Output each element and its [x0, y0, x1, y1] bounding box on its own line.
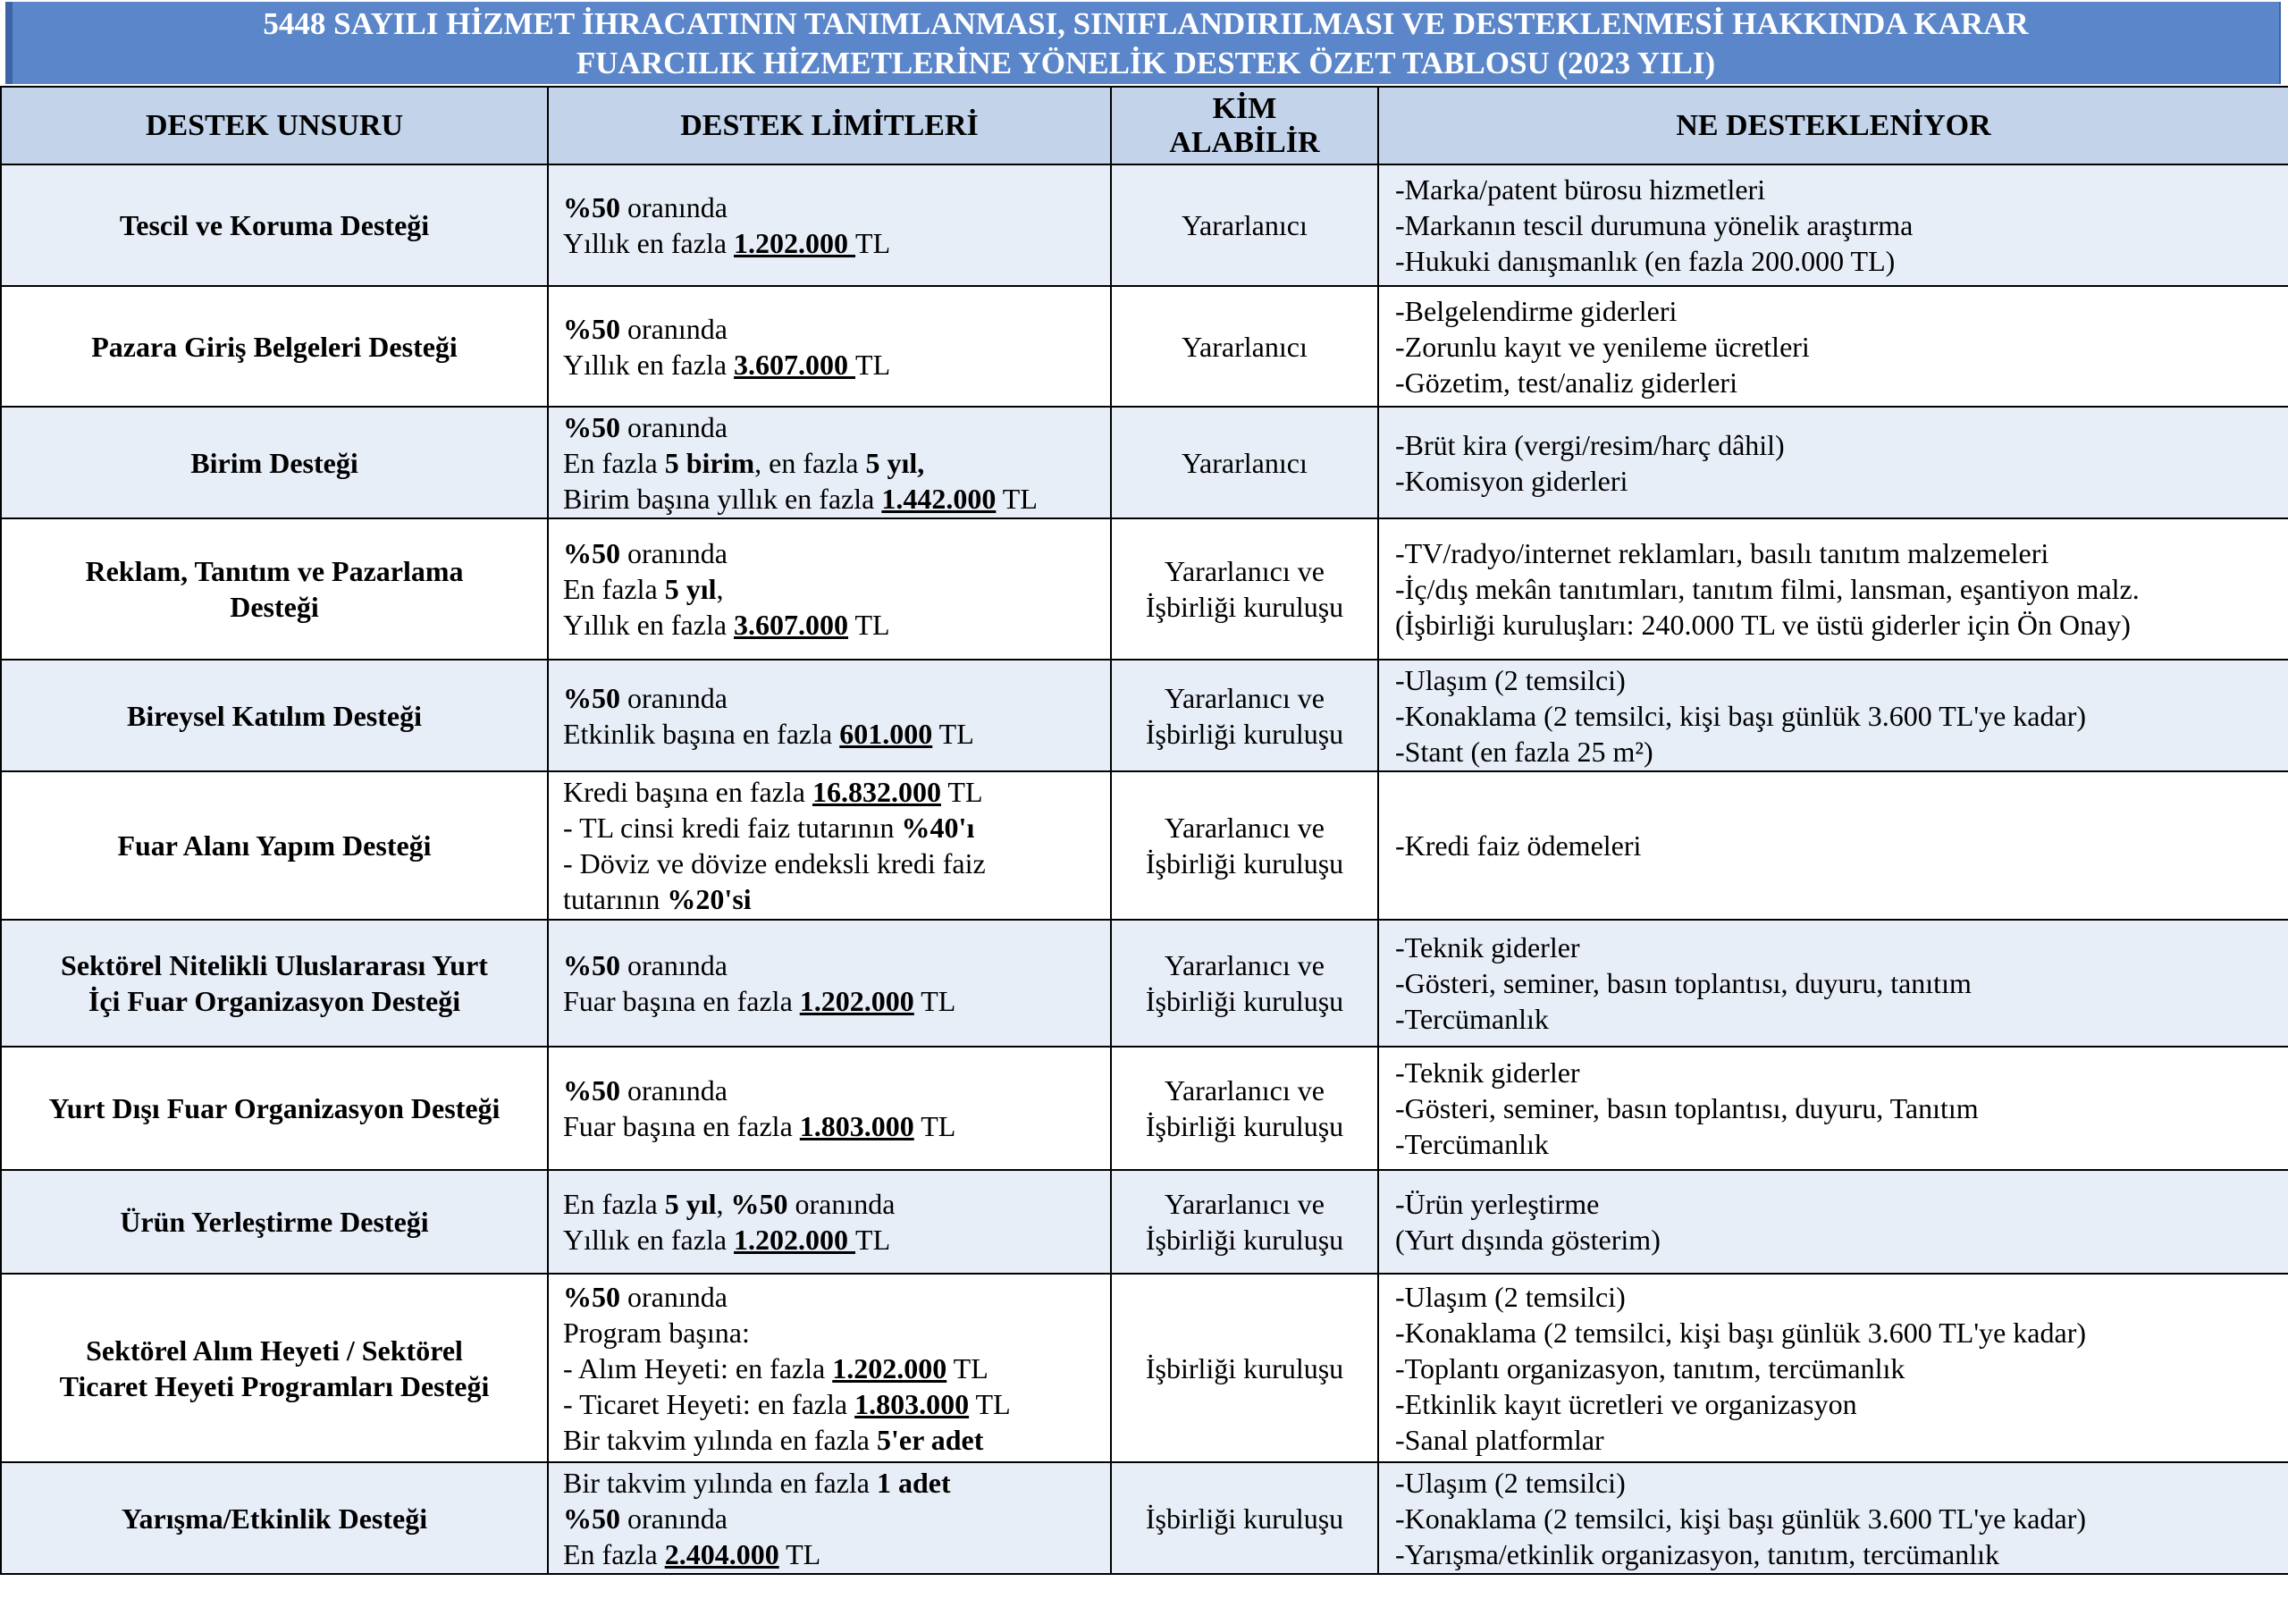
kim-alabilir-cell	[1111, 518, 1378, 660]
limit-line	[563, 189, 1096, 225]
limit-segment: %50	[730, 1188, 788, 1220]
kim-alabilir-text: İşbirliği kuruluşu	[1145, 591, 1344, 623]
destek-unsuru-text: Fuar Alanı Yapım Desteği	[117, 829, 432, 862]
destek-unsuru-text: Sektörel Nitelikli Uluslararası Yurt	[61, 949, 488, 981]
limit-line	[563, 1386, 1096, 1422]
table-row	[1, 518, 2288, 660]
ne-destekleniyor-item: -Ulaşım (2 temsilci)	[1395, 1466, 1626, 1499]
limit-segment: 601.000	[839, 717, 933, 750]
limit-segment: oranında	[620, 1280, 728, 1313]
destek-unsuru-text: İçi Fuar Organizasyon Desteği	[88, 985, 461, 1017]
destek-limitleri-cell	[548, 660, 1111, 771]
limit-segment: 1.803.000	[854, 1387, 970, 1420]
limit-line	[563, 481, 1096, 517]
ne-destekleniyor-item: -Tercümanlık	[1395, 1128, 1549, 1160]
limit-segment: oranında	[620, 191, 728, 223]
limit-segment: Yıllık en fazla	[563, 227, 735, 259]
ne-destekleniyor-cell	[1378, 1462, 2288, 1574]
limit-segment: Birim başına yıllık en fazla	[563, 482, 882, 515]
ne-destekleniyor-item: -Tercümanlık	[1395, 1003, 1549, 1035]
limit-segment: ,	[716, 1188, 731, 1220]
destek-unsuru-text: Yurt Dışı Fuar Organizasyon Desteği	[48, 1092, 500, 1124]
table-body	[1, 164, 2288, 1574]
destek-unsuru-cell	[1, 660, 548, 771]
kim-alabilir-text: Yararlanıcı	[1182, 209, 1308, 241]
destek-unsuru-cell	[1, 407, 548, 518]
ne-destekleniyor-item: -Ulaşım (2 temsilci)	[1395, 663, 1626, 696]
ne-destekleniyor-item: -Belgelendirme giderleri	[1395, 294, 1678, 327]
ne-destekleniyor-item: -Teknik giderler	[1395, 931, 1580, 963]
kim-alabilir-text: Yararlanıcı ve	[1165, 555, 1325, 587]
ne-destekleniyor-item: -Stant (en fazla 25 m²)	[1395, 735, 1653, 768]
limit-segment: 3.607.000	[734, 609, 849, 641]
destek-limitleri-cell	[548, 286, 1111, 407]
limit-segment: Yıllık en fazla	[563, 609, 735, 641]
ne-destekleniyor-cell	[1378, 164, 2288, 286]
limit-line	[563, 1222, 1096, 1258]
destek-unsuru-text: Reklam, Tanıtım ve Pazarlama	[85, 555, 464, 587]
limit-segment: oranında	[620, 949, 728, 981]
limit-segment: Bir takvim yılında en fazla	[563, 1466, 877, 1499]
table-row	[1, 286, 2288, 407]
limit-segment: Fuar başına en fazla	[563, 985, 800, 1017]
limit-line	[563, 1501, 1096, 1536]
limit-segment: TL	[932, 717, 974, 750]
ne-destekleniyor-cell	[1378, 1047, 2288, 1170]
limit-segment: , en fazla	[754, 446, 866, 479]
title-line-2: FUARCILIK HİZMETLERİNE YÖNELİK DESTEK ÖZET TABLOSU (2023 YILI)	[576, 46, 1716, 80]
ne-destekleniyor-item: -TV/radyo/internet reklamları, basılı tanıtım malzemeleri	[1395, 537, 2049, 569]
support-table	[0, 86, 2288, 1575]
table-row	[1, 1462, 2288, 1574]
limit-segment: 2.404.000	[664, 1537, 779, 1570]
limit-segment: En fazla	[563, 573, 665, 605]
limit-line	[563, 571, 1096, 607]
limit-segment: 16.832.000	[812, 776, 941, 808]
limit-line	[563, 947, 1096, 983]
destek-unsuru-text: Birim Desteği	[190, 446, 358, 479]
header-ne-destekleniyor: NE DESTEKLENİYOR	[1378, 87, 2288, 164]
limit-segment: 1.202.000	[799, 985, 914, 1017]
limit-segment: TL	[855, 1224, 891, 1256]
limit-segment: - Alım Heyeti: en fazla	[563, 1351, 833, 1384]
header-kim-alabilir	[1111, 87, 1378, 164]
ne-destekleniyor-item: -Konaklama (2 temsilci, kişi başı günlük 3.600 TL'ye kadar)	[1395, 1502, 2086, 1535]
limit-segment: 1.202.000	[734, 227, 856, 259]
destek-limitleri-cell	[548, 407, 1111, 518]
limit-line	[563, 311, 1096, 347]
limit-segment: En fazla	[563, 1188, 665, 1220]
kim-alabilir-cell	[1111, 771, 1378, 920]
table-row	[1, 771, 2288, 920]
limit-segment: oranında	[620, 312, 728, 345]
kim-alabilir-cell	[1111, 1047, 1378, 1170]
kim-alabilir-text: İşbirliği kuruluşu	[1145, 1224, 1344, 1256]
limit-segment: 5 yıl	[664, 1188, 717, 1220]
destek-unsuru-text: Ticaret Heyeti Programları Desteği	[59, 1369, 490, 1402]
kim-alabilir-cell	[1111, 920, 1378, 1047]
ne-destekleniyor-item: -Etkinlik kayıt ücretleri ve organizasyon	[1395, 1387, 1857, 1420]
destek-limitleri-cell	[548, 920, 1111, 1047]
limit-line	[563, 347, 1096, 383]
limit-segment: Yıllık en fazla	[563, 1224, 735, 1256]
limit-line	[563, 409, 1096, 445]
ne-destekleniyor-item: -Gösteri, seminer, basın toplantısı, duyuru, tanıtım	[1395, 967, 1972, 999]
limit-segment: Program başına:	[563, 1316, 750, 1349]
ne-destekleniyor-item: -Brüt kira (vergi/resim/harç dâhil)	[1395, 428, 1785, 461]
ne-destekleniyor-item: -Zorunlu kayıt ve yenileme ücretleri	[1395, 330, 1810, 363]
ne-destekleniyor-cell	[1378, 1274, 2288, 1462]
destek-unsuru-cell	[1, 1274, 548, 1462]
limit-segment: 5 yıl	[664, 573, 717, 605]
kim-alabilir-cell	[1111, 1462, 1378, 1574]
limit-segment: oranında	[620, 537, 728, 569]
ne-destekleniyor-item: -Toplantı organizasyon, tanıtım, tercümanlık	[1395, 1351, 1905, 1384]
destek-limitleri-cell	[548, 1462, 1111, 1574]
kim-alabilir-cell	[1111, 1170, 1378, 1274]
limit-segment: - Ticaret Heyeti: en fazla	[563, 1387, 855, 1420]
limit-segment: TL	[940, 776, 983, 808]
kim-alabilir-text: Yararlanıcı ve	[1165, 949, 1325, 981]
kim-alabilir-text: Yararlanıcı ve	[1165, 1188, 1325, 1220]
limit-segment: oranında	[787, 1188, 896, 1220]
table-row	[1, 1047, 2288, 1170]
kim-alabilir-text: İşbirliği kuruluşu	[1145, 847, 1344, 879]
limit-segment: En fazla	[563, 446, 665, 479]
ne-destekleniyor-cell	[1378, 771, 2288, 920]
kim-alabilir-cell	[1111, 1274, 1378, 1462]
ne-destekleniyor-item: -Marka/patent bürosu hizmetleri	[1395, 173, 1766, 206]
header-row	[1, 87, 2288, 164]
kim-alabilir-text: Yararlanıcı ve	[1165, 681, 1325, 714]
destek-unsuru-text: Yarışma/Etkinlik Desteği	[121, 1502, 428, 1535]
ne-destekleniyor-item: -Ulaşım (2 temsilci)	[1395, 1280, 1626, 1313]
ne-destekleniyor-item: -Konaklama (2 temsilci, kişi başı günlük 3.600 TL'ye kadar)	[1395, 699, 2086, 732]
title-line-1: 5448 SAYILI HİZMET İHRACATININ TANIMLANMASI, SINIFLANDIRILMASI VE DESTEKLENMESİ HAKKINDA KARAR	[263, 6, 2029, 41]
kim-alabilir-text: İşbirliği kuruluşu	[1145, 717, 1344, 750]
limit-segment: TL	[969, 1387, 1011, 1420]
limit-segment: TL	[855, 227, 891, 259]
table-row	[1, 407, 2288, 518]
destek-unsuru-cell	[1, 164, 548, 286]
limit-segment: %20'si	[667, 883, 752, 915]
destek-limitleri-cell	[548, 518, 1111, 660]
limit-line	[563, 1315, 1096, 1351]
kim-alabilir-cell	[1111, 164, 1378, 286]
limit-segment: oranında	[620, 410, 728, 443]
kim-alabilir-text: Yararlanıcı ve	[1165, 1074, 1325, 1107]
ne-destekleniyor-item: -Markanın tescil durumuna yönelik araştırma	[1395, 209, 1914, 241]
limit-segment: 3.607.000	[734, 348, 856, 381]
header-kim-line-1: KİM	[1212, 91, 1277, 125]
destek-limitleri-cell	[548, 1047, 1111, 1170]
kim-alabilir-text: Yararlanıcı	[1182, 446, 1308, 479]
limit-line	[563, 1351, 1096, 1386]
destek-unsuru-cell	[1, 1462, 548, 1574]
ne-destekleniyor-cell	[1378, 920, 2288, 1047]
destek-limitleri-cell	[548, 1274, 1111, 1462]
limit-segment: 1.803.000	[799, 1110, 914, 1142]
limit-line	[563, 680, 1096, 716]
ne-destekleniyor-item: -Sanal platformlar	[1395, 1423, 1604, 1456]
limit-line	[563, 1186, 1096, 1222]
ne-destekleniyor-item: -Yarışma/etkinlik organizasyon, tanıtım, tercümanlık	[1395, 1537, 2000, 1570]
limit-segment: 5 birim	[664, 446, 755, 479]
ne-destekleniyor-item: (İşbirliği kuruluşları: 240.000 TL ve üstü giderler için Ön Onay)	[1395, 609, 2131, 641]
limit-segment: %50	[563, 537, 620, 569]
limit-segment: TL	[848, 609, 890, 641]
destek-unsuru-text: Tescil ve Koruma Desteği	[119, 209, 430, 241]
ne-destekleniyor-cell	[1378, 518, 2288, 660]
destek-unsuru-cell	[1, 286, 548, 407]
limit-segment: TL	[996, 482, 1038, 515]
destek-unsuru-text: Pazara Giriş Belgeleri Desteği	[91, 330, 458, 363]
limit-segment: TL	[855, 348, 891, 381]
limit-line	[563, 1108, 1096, 1144]
limit-segment: 5 yıl,	[865, 446, 925, 479]
destek-unsuru-cell	[1, 518, 548, 660]
limit-segment: 1 adet	[877, 1466, 951, 1499]
header-destek-unsuru: DESTEK UNSURU	[1, 87, 548, 164]
destek-limitleri-cell	[548, 771, 1111, 920]
limit-line	[563, 1279, 1096, 1315]
limit-line	[563, 881, 1096, 917]
limit-segment: - TL cinsi kredi faiz tutarının	[563, 812, 902, 844]
limit-segment: 1.202.000	[832, 1351, 947, 1384]
limit-segment: %50	[563, 312, 620, 345]
limit-line	[563, 607, 1096, 643]
table-row	[1, 660, 2288, 771]
limit-line	[563, 983, 1096, 1019]
limit-segment: %50	[563, 681, 620, 714]
limit-segment: %50	[563, 1502, 620, 1535]
destek-unsuru-cell	[1, 920, 548, 1047]
limit-segment: %40'ı	[901, 812, 975, 844]
limit-segment: oranında	[620, 681, 728, 714]
limit-segment: TL	[946, 1351, 988, 1384]
limit-segment: Fuar başına en fazla	[563, 1110, 800, 1142]
table-row	[1, 920, 2288, 1047]
limit-segment: oranında	[620, 1074, 728, 1107]
limit-line	[563, 1073, 1096, 1108]
ne-destekleniyor-item: -Gösteri, seminer, basın toplantısı, duyuru, Tanıtım	[1395, 1092, 1979, 1124]
limit-segment: %50	[563, 1074, 620, 1107]
limit-segment: 1.202.000	[734, 1224, 856, 1256]
kim-alabilir-text: Yararlanıcı	[1182, 330, 1308, 363]
table-row	[1, 164, 2288, 286]
ne-destekleniyor-item: -Hukuki danışmanlık (en fazla 200.000 TL)	[1395, 245, 1896, 277]
kim-alabilir-text: İşbirliği kuruluşu	[1145, 1351, 1344, 1384]
destek-unsuru-cell	[1, 1047, 548, 1170]
limit-line	[563, 445, 1096, 481]
destek-unsuru-cell	[1, 1170, 548, 1274]
limit-segment: 1.442.000	[881, 482, 997, 515]
limit-segment: TL	[913, 1110, 956, 1142]
limit-segment: tutarının	[563, 883, 668, 915]
limit-segment: %50	[563, 191, 620, 223]
limit-line	[563, 535, 1096, 571]
ne-destekleniyor-cell	[1378, 286, 2288, 407]
destek-limitleri-cell	[548, 164, 1111, 286]
kim-alabilir-text: İşbirliği kuruluşu	[1145, 985, 1344, 1017]
limit-line	[563, 810, 1096, 846]
ne-destekleniyor-item: -Ürün yerleştirme	[1395, 1188, 1600, 1220]
destek-unsuru-text: Sektörel Alım Heyeti / Sektörel	[86, 1334, 463, 1367]
limit-line	[563, 1422, 1096, 1458]
destek-unsuru-text: Ürün Yerleştirme Desteği	[120, 1206, 429, 1238]
limit-segment: Yıllık en fazla	[563, 348, 735, 381]
limit-segment: ,	[716, 573, 724, 605]
destek-unsuru-cell	[1, 771, 548, 920]
header-destek-limitleri: DESTEK LİMİTLERİ	[548, 87, 1111, 164]
ne-destekleniyor-cell	[1378, 407, 2288, 518]
kim-alabilir-cell	[1111, 660, 1378, 771]
destek-unsuru-text: Bireysel Katılım Desteği	[127, 699, 422, 732]
limit-segment: 5'er adet	[877, 1423, 984, 1456]
kim-alabilir-text: İşbirliği kuruluşu	[1145, 1110, 1344, 1142]
limit-segment: TL	[778, 1537, 821, 1570]
limit-segment: %50	[563, 949, 620, 981]
limit-line	[563, 716, 1096, 752]
limit-segment: oranında	[620, 1502, 728, 1535]
destek-limitleri-cell	[548, 1170, 1111, 1274]
limit-line	[563, 846, 1096, 881]
ne-destekleniyor-item: -Konaklama (2 temsilci, kişi başı günlük 3.600 TL'ye kadar)	[1395, 1316, 2086, 1349]
kim-alabilir-cell	[1111, 286, 1378, 407]
limit-segment: - Döviz ve dövize endeksli kredi faiz	[563, 847, 986, 879]
limit-line	[563, 225, 1096, 261]
kim-alabilir-text: Yararlanıcı ve	[1165, 812, 1325, 844]
destek-unsuru-text: Desteği	[230, 591, 319, 623]
limit-segment: %50	[563, 1280, 620, 1313]
kim-alabilir-text: İşbirliği kuruluşu	[1145, 1502, 1344, 1535]
header-kim-line-2: ALABİLİR	[1169, 125, 1320, 159]
limit-segment: %50	[563, 410, 620, 443]
limit-line	[563, 1465, 1096, 1501]
limit-segment: Bir takvim yılında en fazla	[563, 1423, 877, 1456]
kim-alabilir-cell	[1111, 407, 1378, 518]
ne-destekleniyor-item: -Komisyon giderleri	[1395, 464, 1628, 497]
table-row	[1, 1170, 2288, 1274]
ne-destekleniyor-item: -Kredi faiz ödemeleri	[1395, 829, 1642, 862]
limit-segment: Etkinlik başına en fazla	[563, 717, 840, 750]
ne-destekleniyor-cell	[1378, 660, 2288, 771]
ne-destekleniyor-item: -Teknik giderler	[1395, 1056, 1580, 1089]
limit-segment: Kredi başına en fazla	[563, 776, 812, 808]
ne-destekleniyor-cell	[1378, 1170, 2288, 1274]
ne-destekleniyor-item: -İç/dış mekân tanıtımları, tanıtım filmi, lansman, eşantiyon malz.	[1395, 573, 2140, 605]
ne-destekleniyor-item: (Yurt dışında gösterim)	[1395, 1224, 1661, 1256]
limit-line	[563, 774, 1096, 810]
limit-segment: TL	[913, 985, 956, 1017]
table-row	[1, 1274, 2288, 1462]
title-banner	[5, 2, 2281, 84]
limit-line	[563, 1536, 1096, 1572]
limit-segment: En fazla	[563, 1537, 665, 1570]
ne-destekleniyor-item: -Gözetim, test/analiz giderleri	[1395, 366, 1737, 399]
